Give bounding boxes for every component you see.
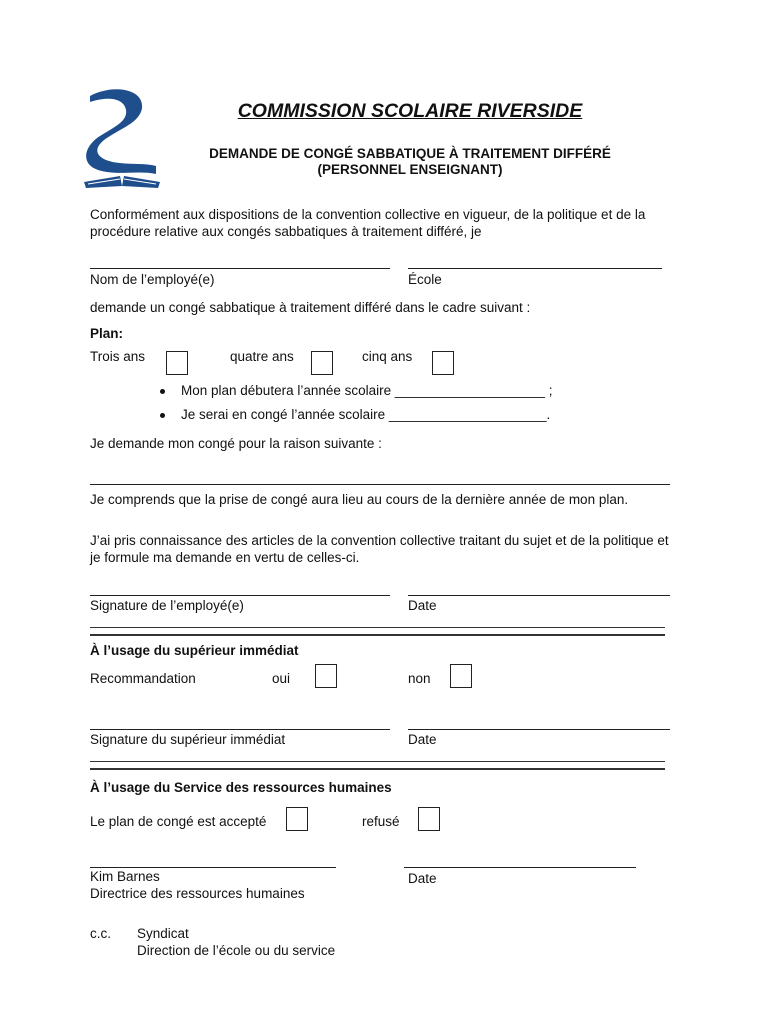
hr-signatory-role: Directrice des ressources humaines [90,886,305,901]
cc-recipient-direction: Direction de l’école ou du service [137,943,336,958]
employee-date-label: Date [408,598,437,613]
yes-checkbox[interactable] [315,664,337,688]
plan-heading: Plan: [90,326,124,341]
hr-date-label: Date [408,871,437,886]
supervisor-date-label: Date [408,732,437,747]
supervisor-signature-field[interactable] [90,729,390,730]
subtitle-line-1: DEMANDE DE CONGÉ SABBATIQUE À TRAITEMENT DIFFÉRÉ [209,146,611,161]
employee-name-label: Nom de l’employé(e) [90,272,215,287]
supervisor-heading: À l’usage du supérieur immédiat [90,643,299,658]
plan-leave-year-line[interactable]: Je serai en congé l’année scolaire _____________________. [181,407,551,422]
accepted-checkbox[interactable] [286,807,308,831]
statement-last-year: Je comprends que la prise de congé aura lieu au cours de la dernière année de mon plan. [90,492,629,507]
option-five-years-checkbox[interactable] [432,351,454,375]
plan-start-year-line[interactable]: Mon plan débutera l’année scolaire ____________________ ; [181,383,553,398]
bullet-icon [160,413,165,418]
employee-signature-field[interactable] [90,595,390,596]
section-divider [90,761,665,770]
plan-accepted-label: Le plan de congé est accepté [90,814,267,829]
option-three-years-checkbox[interactable] [166,351,188,375]
refused-label: refusé [362,814,400,829]
option-five-years-label: cinq ans [362,349,413,364]
no-checkbox[interactable] [450,664,472,688]
reason-label: Je demande mon congé pour la raison suivante : [90,436,382,451]
option-four-years-label: quatre ans [230,349,294,364]
recommendation-label: Recommandation [90,671,196,686]
option-four-years-checkbox[interactable] [311,351,333,375]
no-label: non [408,671,431,686]
hr-signatory-name: Kim Barnes [90,869,160,884]
school-field[interactable] [408,268,662,269]
employee-date-field[interactable] [408,595,670,596]
supervisor-signature-label: Signature du supérieur immédiat [90,732,286,747]
hr-date-field[interactable] [404,867,636,868]
statement-acknowledgement: J’ai pris connaissance des articles de la convention collective traitant du sujet et de la politique et je formule ma demande en vertu de celles-ci. [90,533,669,565]
cc-label: c.c. [90,926,112,941]
employee-signature-label: Signature de l’employé(e) [90,598,244,613]
cc-recipient-union: Syndicat [137,926,189,941]
employee-name-field[interactable] [90,268,390,269]
yes-label: oui [272,671,291,686]
page-title: COMMISSION SCOLAIRE RIVERSIDE [237,100,583,122]
hr-heading: À l’usage du Service des ressources humaines [90,780,392,795]
school-label: École [408,272,442,287]
request-line: demande un congé sabbatique à traitement différé dans le cadre suivant : [90,300,531,315]
refused-checkbox[interactable] [418,807,440,831]
bullet-icon [160,389,165,394]
option-three-years-label: Trois ans [90,349,146,364]
reason-field[interactable] [90,484,670,485]
section-divider [90,627,665,636]
supervisor-date-field[interactable] [408,729,670,730]
hr-signature-field[interactable] [90,867,336,868]
intro-paragraph: Conformément aux dispositions de la convention collective en vigueur, de la politique et de la procédure relative aux congés sabbatiques à traitement différé, je [90,207,646,239]
form-subtitle [0,146,770,178]
subtitle-line-2: (PERSONNEL ENSEIGNANT) [317,162,503,177]
